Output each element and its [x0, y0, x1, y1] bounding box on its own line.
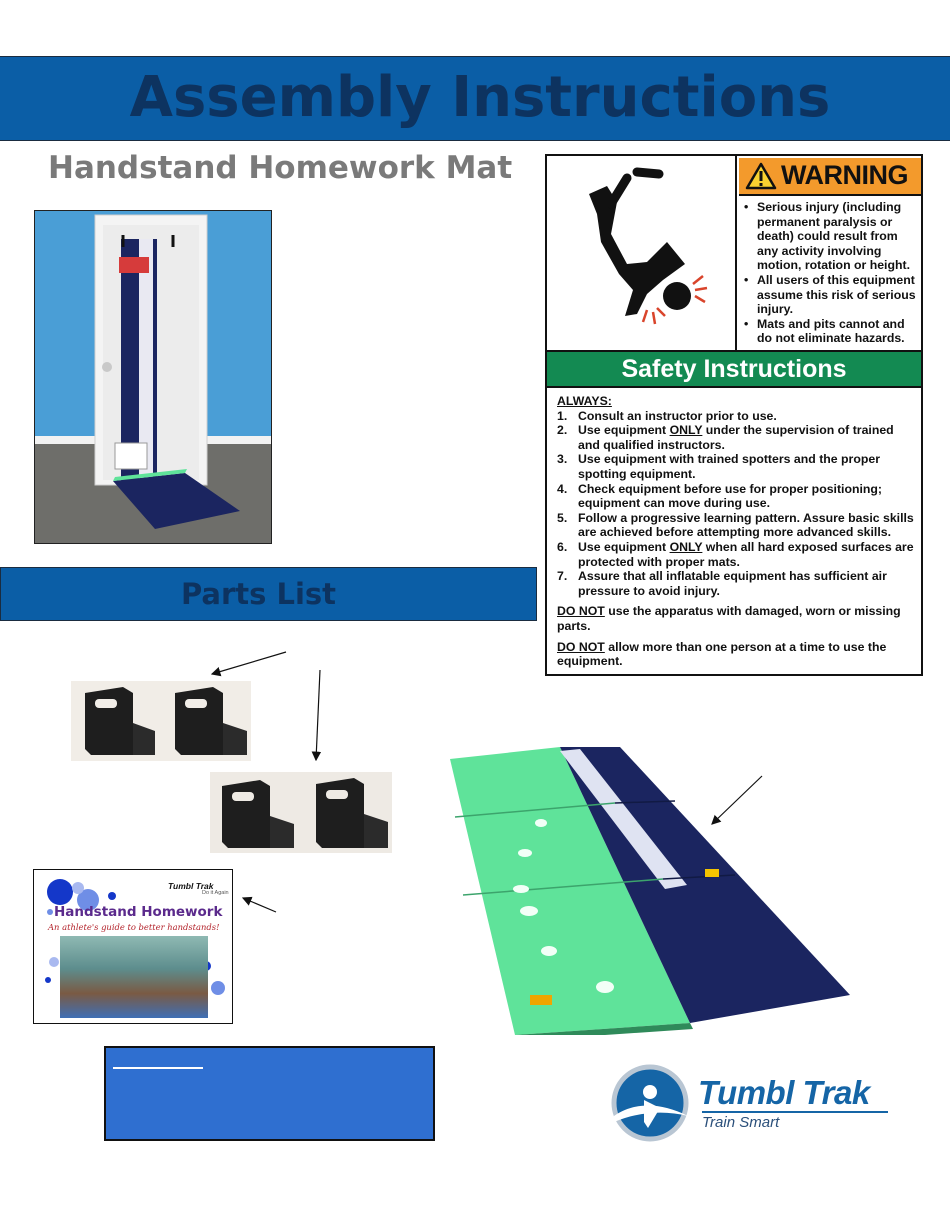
rule-item: 2. Use equipment ONLY under the supervision of trained and qualified instructors. [557, 423, 894, 452]
warning-figure-panel [547, 156, 737, 350]
parts-list-title: Parts List [180, 577, 337, 611]
tumbl-trak-logo [600, 1058, 900, 1148]
page-title: Assembly Instructions [129, 65, 831, 130]
warning-item: • Mats and pits cannot and do not eliminate hazards. [741, 317, 921, 346]
door-bracket-photo [210, 772, 392, 853]
falling-person-icon [567, 164, 717, 339]
rule-item: 1. Consult an instructor prior to use. [557, 408, 777, 423]
warning-item: • All users of this equipment assume this risk of serious injury. [741, 273, 921, 317]
booklet-subtitle: An athlete's guide to better handstands! [48, 922, 220, 932]
booklet-photo [60, 936, 208, 1018]
logo-name: Tumbl Trak [698, 1074, 870, 1111]
folding-mat-photo [445, 745, 855, 1035]
handstand-homework-booklet [33, 869, 233, 1024]
warning-list [741, 200, 921, 346]
door-bracket-photo [71, 681, 251, 761]
rule-item: 3. Use equipment with trained spotters and the proper spotting equipment. [557, 452, 880, 481]
arrow-to-booklet [243, 898, 276, 912]
safety-rules [557, 394, 917, 669]
safety-title: Safety Instructions [621, 355, 847, 383]
warning-triangle-icon [745, 162, 777, 190]
always-heading: ALWAYS: [557, 394, 612, 408]
product-title: Handstand Homework Mat [48, 150, 513, 186]
booklet-title: Handstand Homework [54, 904, 223, 920]
notes-underline [113, 1067, 203, 1069]
rule-item: 6. Use equipment ONLY when all hard exposed surfaces are protected with proper mats. [557, 539, 914, 569]
warning-item: • Serious injury (including permanent paralysis or death) could result from any activity involving motion, rotation or height. [741, 200, 921, 273]
safety-sign [545, 154, 923, 676]
rule-item: 4. Check equipment before use for proper positioning; equipment can move during use. [557, 481, 883, 511]
do-not-rule: DO NOT allow more than one person at a time to use the equipment. [557, 639, 887, 669]
do-not-rule: DO NOT use the apparatus with damaged, worn or missing parts. [557, 604, 901, 633]
logo-rule [702, 1111, 888, 1113]
arrow-to-bracket-1 [212, 652, 286, 674]
rule-item: 5. Follow a progressive learning pattern. Assure basic skills are achieved before attempting more advanced skills. [557, 510, 914, 540]
door-mat-photo [34, 210, 272, 544]
logo-tagline: Train Smart [702, 1114, 780, 1131]
swoosh-globe-icon [604, 1062, 696, 1144]
notes-box [104, 1046, 435, 1141]
warning-label: WARNING [781, 160, 908, 190]
rule-item: 7. Assure that all inflatable equipment has sufficient air pressure to avoid injury. [557, 569, 887, 598]
booklet-brand-sub: Do it Again [202, 890, 229, 896]
booklet-brand: Tumbl Trak [168, 881, 214, 891]
arrow-to-bracket-2 [316, 670, 320, 760]
warning-header [739, 158, 921, 196]
